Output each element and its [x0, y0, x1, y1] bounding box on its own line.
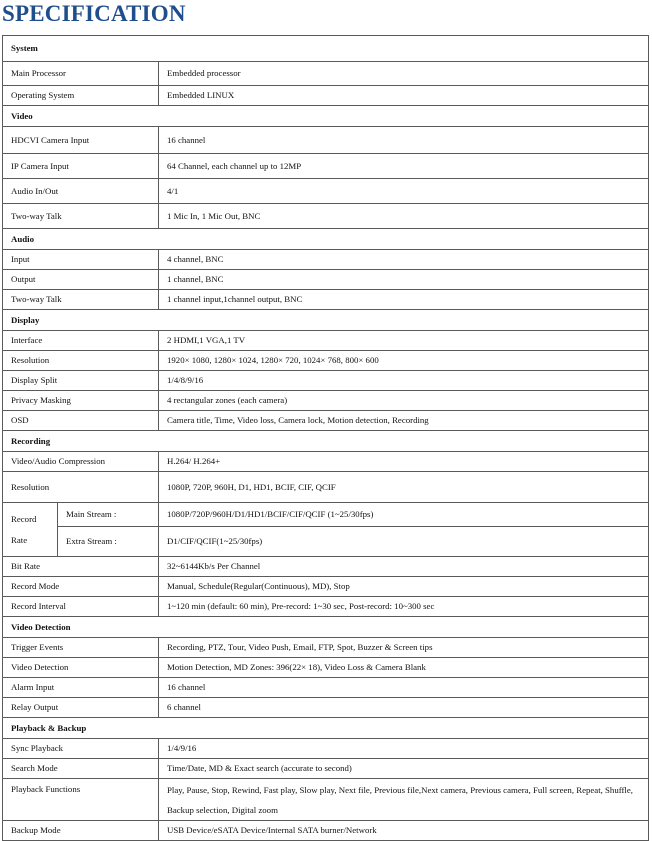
spec-value: Embedded processor [159, 62, 649, 86]
spec-label: Bit Rate [3, 557, 159, 577]
specification-table [2, 35, 649, 841]
spec-label: Video Detection [3, 658, 159, 678]
section-header-system: System [3, 36, 649, 62]
spec-value: 6 channel [159, 698, 649, 718]
spec-label: Input [3, 250, 159, 270]
spec-value: Motion Detection, MD Zones: 396(22× 18), Video Loss & Camera Blank [159, 658, 649, 678]
spec-value: Play, Pause, Stop, Rewind, Fast play, Slow play, Next file, Previous file,Next camera, Previous camera, Full screen, Repeat, Shuffle, Backup selection, Digital zoom [159, 779, 649, 821]
spec-value: 1/4/8/9/16 [159, 371, 649, 391]
spec-value: 2 HDMI,1 VGA,1 TV [159, 331, 649, 351]
spec-label: Sync Playback [3, 739, 159, 759]
section-header-playback-backup: Playback & Backup [3, 718, 649, 739]
spec-label: Alarm Input [3, 678, 159, 698]
spec-label: Video/Audio Compression [3, 452, 159, 472]
spec-value: H.264/ H.264+ [159, 452, 649, 472]
spec-value: 1080P, 720P, 960H, D1, HD1, BCIF, CIF, QCIF [159, 472, 649, 503]
extra-stream-label: Extra Stream : [58, 527, 159, 557]
spec-label: Display Split [3, 371, 159, 391]
page-title: SPECIFICATION [2, 1, 186, 26]
extra-stream-value: D1/CIF/QCIF(1~25/30fps) [159, 527, 649, 557]
spec-label: Resolution [3, 472, 159, 503]
spec-value: Embedded LINUX [159, 86, 649, 106]
spec-label: HDCVI Camera Input [3, 127, 159, 154]
spec-label: Operating System [3, 86, 159, 106]
spec-value: Camera title, Time, Video loss, Camera lock, Motion detection, Recording [159, 411, 649, 431]
spec-label: Search Mode [3, 759, 159, 779]
spec-value: 1/4/9/16 [159, 739, 649, 759]
section-header-video-detection: Video Detection [3, 617, 649, 638]
section-header-video: Video [3, 106, 649, 127]
spec-label: Record Interval [3, 597, 159, 617]
spec-label: Trigger Events [3, 638, 159, 658]
spec-label: Record Mode [3, 577, 159, 597]
section-header-display: Display [3, 310, 649, 331]
main-stream-value: 1080P/720P/960H/D1/HD1/BCIF/CIF/QCIF (1~25/30fps) [159, 503, 649, 527]
spec-label: OSD [3, 411, 159, 431]
main-stream-label: Main Stream : [58, 503, 159, 527]
spec-value: 32~6144Kb/s Per Channel [159, 557, 649, 577]
spec-label: Interface [3, 331, 159, 351]
spec-value: 64 Channel, each channel up to 12MP [159, 154, 649, 179]
spec-value: 1 channel input,1channel output, BNC [159, 290, 649, 310]
spec-value: 4 channel, BNC [159, 250, 649, 270]
spec-value: USB Device/eSATA Device/Internal SATA burner/Network [159, 821, 649, 841]
spec-value: 1~120 min (default: 60 min), Pre-record: 1~30 sec, Post-record: 10~300 sec [159, 597, 649, 617]
spec-value: Time/Date, MD & Exact search (accurate to second) [159, 759, 649, 779]
record-rate-label-line1: Record [11, 513, 37, 524]
spec-label: Relay Output [3, 698, 159, 718]
section-header-recording: Recording [3, 431, 649, 452]
spec-label: Backup Mode [3, 821, 159, 841]
spec-value: 16 channel [159, 678, 649, 698]
spec-label: IP Camera Input [3, 154, 159, 179]
spec-label: Privacy Masking [3, 391, 159, 411]
section-header-audio: Audio [3, 229, 649, 250]
spec-value: 1 channel, BNC [159, 270, 649, 290]
spec-label: Main Processor [3, 62, 159, 86]
spec-value: Recording, PTZ, Tour, Video Push, Email, FTP, Spot, Buzzer & Screen tips [159, 638, 649, 658]
spec-value: 1920× 1080, 1280× 1024, 1280× 720, 1024× 768, 800× 600 [159, 351, 649, 371]
spec-label: Audio In/Out [3, 179, 159, 204]
spec-value: 4/1 [159, 179, 649, 204]
spec-label: Playback Functions [3, 779, 159, 821]
record-rate-label [3, 503, 58, 557]
spec-value: 4 rectangular zones (each camera) [159, 391, 649, 411]
record-rate-label-line2: Rate [11, 534, 28, 545]
spec-label: Two-way Talk [3, 204, 159, 229]
spec-value: Manual, Schedule(Regular(Continuous), MD), Stop [159, 577, 649, 597]
spec-label: Output [3, 270, 159, 290]
spec-value: 16 channel [159, 127, 649, 154]
spec-label: Resolution [3, 351, 159, 371]
spec-value: 1 Mic In, 1 Mic Out, BNC [159, 204, 649, 229]
spec-label: Two-way Talk [3, 290, 159, 310]
